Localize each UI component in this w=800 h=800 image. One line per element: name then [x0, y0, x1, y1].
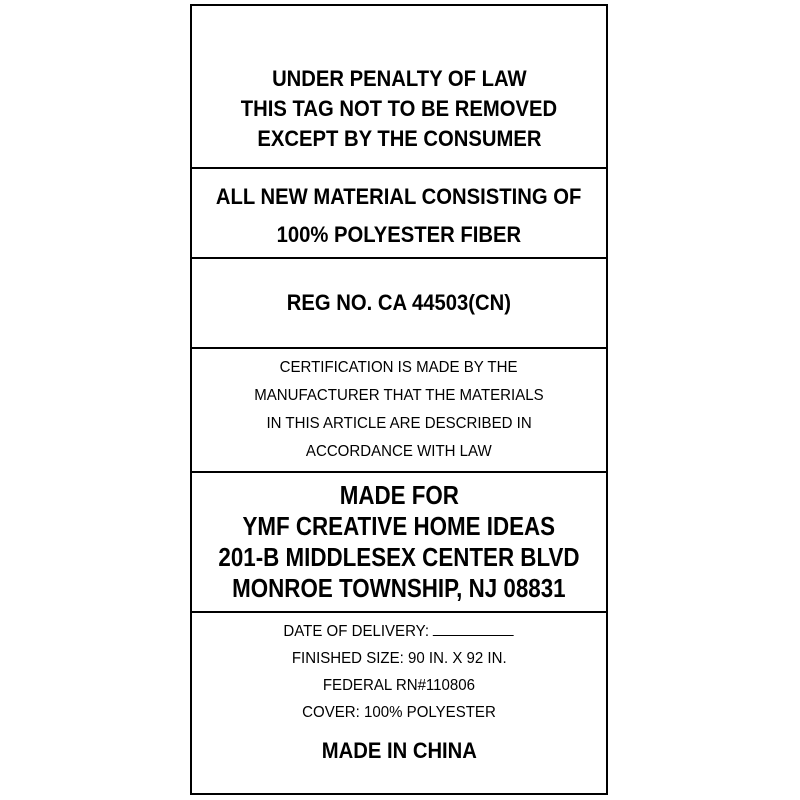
finished-size: FINISHED SIZE: 90 IN. X 92 IN. [291, 650, 507, 667]
certification-line: IN THIS ARTICLE ARE DESCRIBED IN [266, 415, 532, 432]
warning-section [192, 64, 606, 164]
country-of-origin: MADE IN CHINA [321, 738, 477, 763]
certification-section [192, 349, 606, 471]
made-for-section [192, 473, 606, 611]
cover-content: COVER: 100% POLYESTER [302, 704, 496, 721]
city-state-zip: MONROE TOWNSHIP, NJ 08831 [232, 573, 566, 603]
warning-line: EXCEPT BY THE CONSUMER [256, 126, 542, 151]
divider [192, 611, 606, 613]
made-for-line: MADE FOR [339, 480, 459, 510]
date-of-delivery-blank [433, 621, 514, 636]
details-section [192, 618, 606, 788]
registration-section [192, 259, 606, 347]
certification-line: CERTIFICATION IS MADE BY THE [280, 359, 518, 376]
warning-line: UNDER PENALTY OF LAW [271, 66, 527, 91]
material-line: 100% POLYESTER FIBER [276, 221, 522, 247]
registration-number: REG NO. CA 44503(CN) [286, 290, 512, 315]
law-tag [190, 4, 608, 795]
date-of-delivery [284, 618, 514, 645]
material-section [192, 169, 606, 258]
date-of-delivery-label: DATE OF DELIVERY: [283, 623, 430, 640]
company-name: YMF CREATIVE HOME IDEAS [242, 511, 556, 541]
certification-line: MANUFACTURER THAT THE MATERIALS [254, 387, 544, 404]
warning-line: THIS TAG NOT TO BE REMOVED [240, 96, 558, 121]
certification-line: ACCORDANCE WITH LAW [306, 443, 492, 460]
federal-rn: FEDERAL RN#110806 [322, 677, 476, 694]
material-line: ALL NEW MATERIAL CONSISTING OF [216, 183, 582, 209]
street-address: 201-B MIDDLESEX CENTER BLVD [218, 542, 580, 572]
